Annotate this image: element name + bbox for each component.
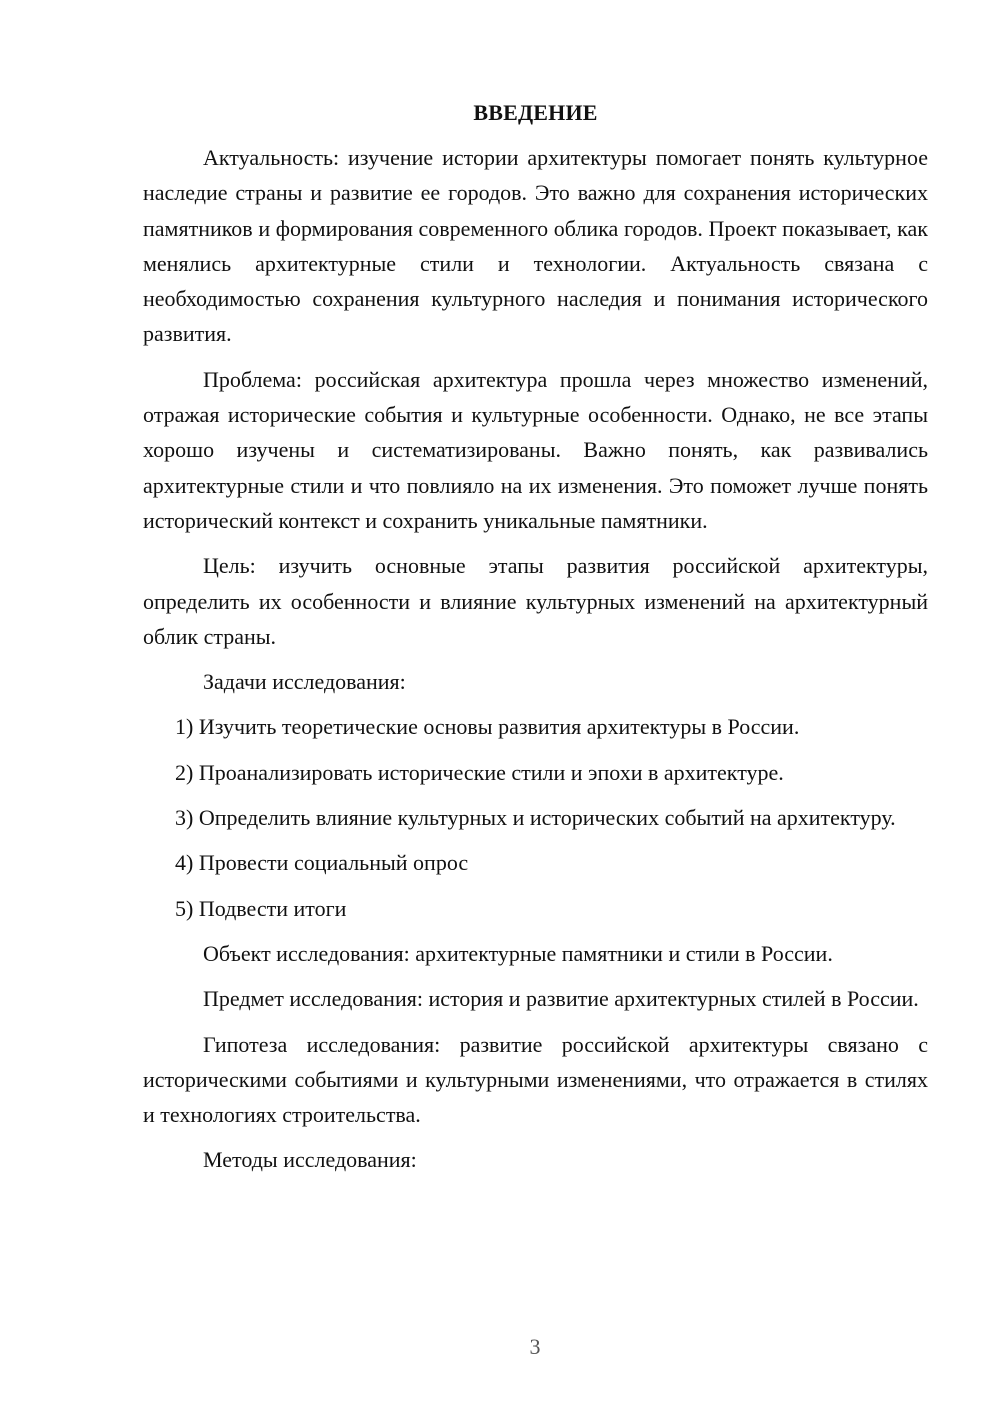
paragraph-problem: Проблема: российская архитектура прошла через множество изменений, отражая исторические события и культурные особенности. Однако, не все этапы хорошо изучены и систематизированы. Важно понять, как развивались архитектурные стили и что повлияло на их изменения. Это поможет лучше понять исторический контекст и сохранить уникальные памятники. [143, 366, 928, 533]
task-item-3: 3) Определить влияние культурных и исторических событий на архитектуру. [175, 805, 896, 831]
paragraph-subject: Предмет исследования: история и развитие архитектурных стилей в России. [203, 986, 919, 1012]
page-title: ВВЕДЕНИЕ [473, 100, 598, 125]
paragraph-hypothesis: Гипотеза исследования: развитие российской архитектуры связано с историческими событиями и культурными изменениями, что отражается в стилях и технологиях строительства. [143, 1031, 928, 1128]
paragraph-relevance: Актуальность: изучение истории архитектуры помогает понять культурное наследие страны и развитие ее городов. Это важно для сохранения исторических памятников и формирования современного облика городов. Проект показывает, как менялись архитектурные стили и технологии. Актуальность связана с необходимостью сохранения культурного наследия и понимания исторического развития. [143, 145, 928, 347]
document-page [143, 95, 928, 1188]
paragraph-goal: Цель: изучить основные этапы развития российской архитектуры, определить их особенности и влияние культурных изменений на архитектурный облик страны. [143, 553, 928, 649]
paragraph-tasks-heading: Задачи исследования: [203, 669, 406, 695]
task-item-2: 2) Проанализировать исторические стили и эпохи в архитектуре. [175, 759, 784, 785]
task-item-1: 1) Изучить теоретические основы развития архитектуры в России. [175, 714, 800, 740]
paragraph-methods: Методы исследования: [203, 1147, 417, 1173]
page-number: 3 [529, 1334, 541, 1359]
task-item-4: 4) Провести социальный опрос [175, 850, 469, 876]
task-item-5: 5) Подвести итоги [175, 895, 347, 921]
paragraph-object: Объект исследования: архитектурные памятники и стили в России. [203, 940, 833, 966]
